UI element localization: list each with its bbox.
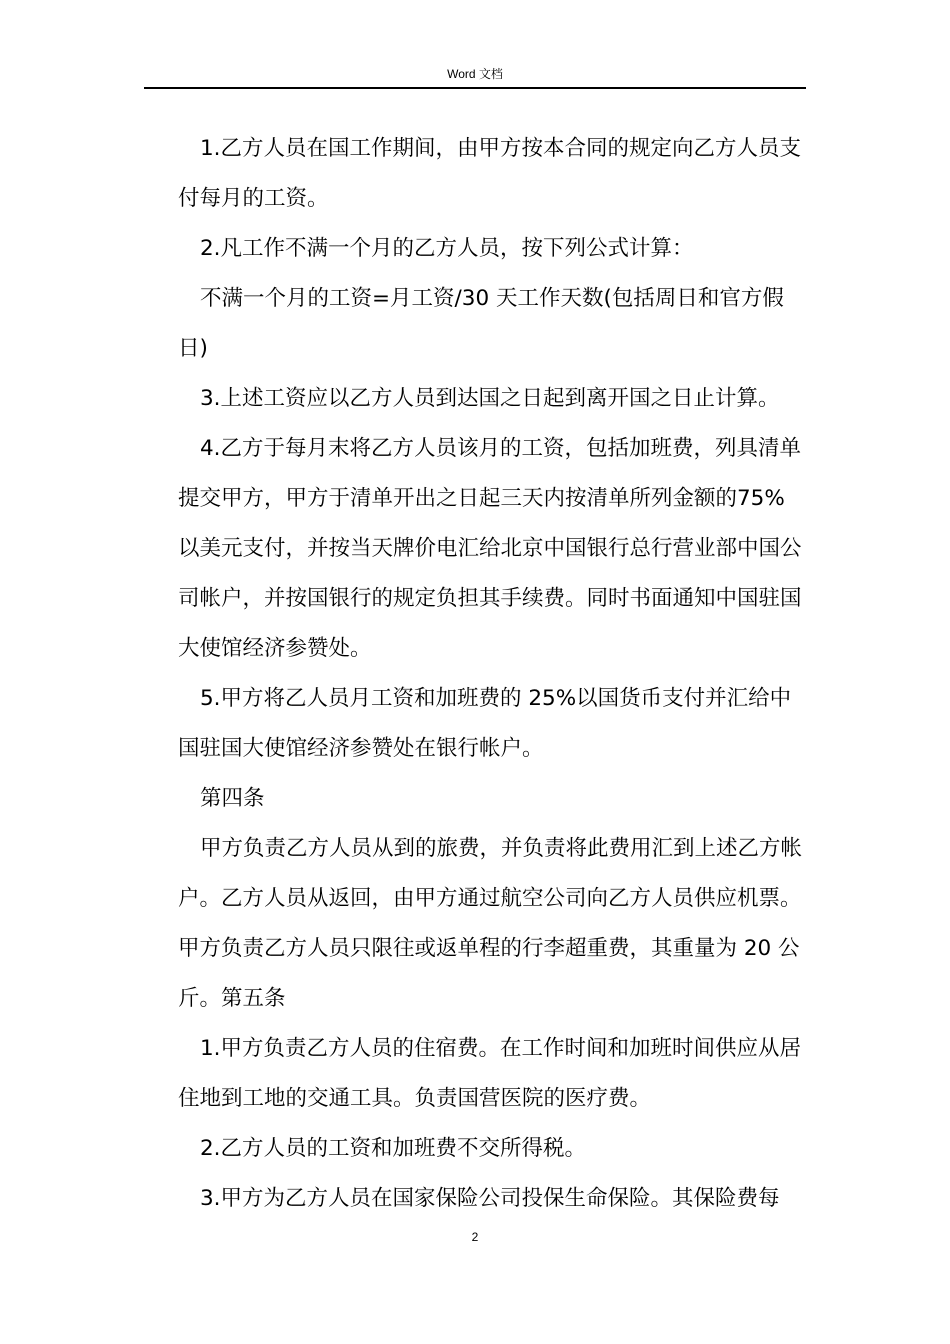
section-heading-article-4: 第四条	[200, 786, 265, 811]
page-header: Word 文档	[447, 67, 503, 81]
paragraph-8: 1.甲方负责乙方人员的住宿费。在工作时间和加班时间供应从居住地到工地的交通工具。负责国营医院的医疗费。	[178, 1036, 802, 1111]
paragraph-2: 2.凡工作不满一个月的乙方人员，按下列公式计算：	[200, 236, 694, 261]
paragraph-10: 3.甲方为乙方人员在国家保险公司投保生命保险。其保险费每	[200, 1186, 780, 1211]
paragraph-5: 4.乙方于每月末将乙方人员该月的工资，包括加班费，列具清单提交甲方，甲方于清单开出之日起三天内按清单所列金额的75%以美元支付，并按当天牌价电汇给北京中国银行总行营业部中国公司帐户，并按国银行的规定负担其手续费。同时书面通知中国驻国大使馆经济参赞处。	[178, 436, 802, 661]
header-divider	[144, 87, 806, 89]
paragraph-9: 2.乙方人员的工资和加班费不交所得税。	[200, 1136, 587, 1161]
paragraph-1: 1.乙方人员在国工作期间，由甲方按本合同的规定向乙方人员支付每月的工资。	[178, 136, 802, 211]
paragraph-7: 甲方负责乙方人员从到的旅费，并负责将此费用汇到上述乙方帐户。乙方人员从返回，由甲方通过航空公司向乙方人员供应机票。甲方负责乙方人员只限往或返单程的行李超重费，其重量为 20 公斤。第五条	[178, 836, 803, 1011]
page-number: 2	[471, 1230, 479, 1244]
paragraph-6: 5.甲方将乙人员月工资和加班费的 25%以国货币支付并汇给中国驻国大使馆经济参赞处在银行帐户。	[178, 686, 792, 761]
paragraph-3: 不满一个月的工资=月工资/30 天工作天数(包括周日和官方假日)	[178, 286, 784, 361]
paragraph-4: 3.上述工资应以乙方人员到达国之日起到离开国之日止计算。	[200, 386, 780, 411]
document-body	[178, 124, 806, 1224]
